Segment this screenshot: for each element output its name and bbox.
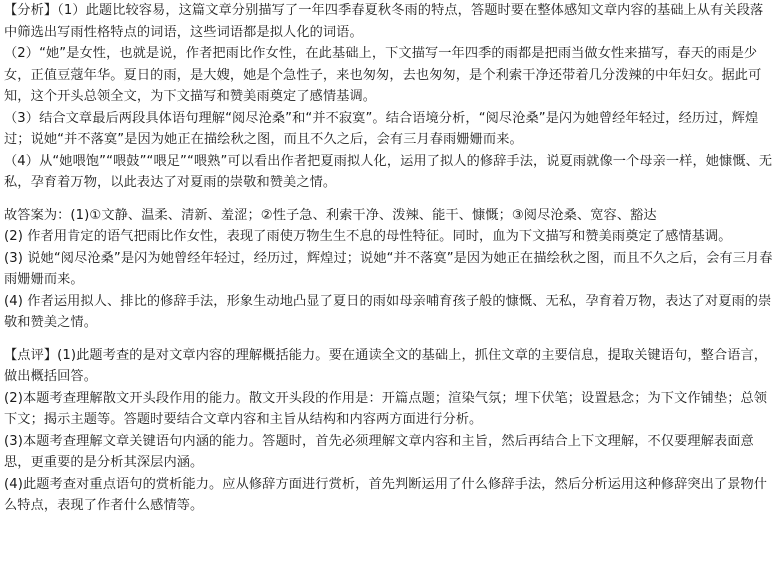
comment-paragraph-4: (4)此题考查对重点语句的赏析能力。应从修辞方面进行赏析，首先判断运用了什么修辞手法，然后分析运用这种修辞突出了景物什么特点，表现了作者什么感情等。 — [4, 476, 768, 513]
comment-paragraph-2: (2)本题考查理解散文开头段作用的能力。散文开头段的作用是：开篇点题；渲染气氛；埋下伏笔；设置悬念；为下文作铺垫；总领下文；揭示主题等。答题时要结合文章内容和主旨从结构和内容两方面进行分析。 — [4, 390, 768, 427]
analysis-paragraph-1: 【分析】（1）此题比较容易，这篇文章分别描写了一年四季春夏秋冬雨的特点，答题时要在整体感知文章内容的基础上从有关段落中筛选出写雨性格特点的词语，这些词语都是拟人化的词语。 — [4, 3, 764, 40]
answer-paragraph-2: (2) 作者用肯定的语气把雨比作女性，表现了雨使万物生生不息的母性特征。同时，血为下文描写和赞美雨奠定了感情基调。 — [4, 229, 732, 244]
analysis-paragraph-3: （3）结合文章最后两段具体语句理解“阅尽沧桑”和“并不寂寞”。结合语境分析，“阅尽沧桑”是闪为她曾经年轻过，经历过，辉煌过；说她“并不落寞”是因为她正在描绘秋之图，而且不久之后，会有三月春雨姗姗而来。 — [4, 110, 759, 147]
answer-paragraph-1: 故答案为：(1)①文静、温柔、清新、羞涩；②性子急、利索干净、泼辣、能干、慷慨；③阅尽沧桑、宽容、豁达 — [4, 207, 657, 223]
analysis-section — [4, 0, 774, 194]
comment-paragraph-3: (3)本题考查理解文章关键语句内涵的能力。答题时，首先必须理解文章内容和主旨，然后再结合上下文理解，不仅要理解表面意思，更重要的是分析其深层内涵。 — [4, 433, 754, 470]
section-spacer — [4, 334, 774, 345]
analysis-paragraph-2: （2）“她”是女性，也就是说，作者把雨比作女性，在此基础上，下文描写一年四季的雨都是把雨当做女性来描写，春天的雨是少女，正值豆蔻年华。夏日的雨，是大嫂，她是个急性子，来也匆匆，去也匆匆，是个利索干净还带着几分泼辣的中年妇女。据此可知，这个开头总领全文，为下文描写和赞美雨奠定了感情基调。 — [4, 46, 762, 104]
analysis-paragraph-4: （4）从“她喂饱”“喂鼓”“喂足”“喂熟”可以看出作者把夏雨拟人化，运用了拟人的修辞手法，说夏雨就像一个母亲一样，她慷慨、无私，孕育着万物，以此表达了对夏雨的崇敬和赞美之情。 — [4, 153, 773, 190]
answer-paragraph-3: (3) 说她“阅尽沧桑”是闪为她曾经年轻过，经历过，辉煌过；说她“并不落寞”是因为她正在描绘秋之图，而且不久之后，会有三月春雨姗姗而来。 — [4, 250, 773, 287]
section-spacer — [4, 194, 774, 205]
comment-paragraph-1: 【点评】(1)此题考查的是对文章内容的理解概括能力。要在通读全文的基础上，抓住文章的主要信息，提取关键语句，整合语言，做出概括回答。 — [4, 347, 768, 384]
answer-paragraph-4: (4) 作者运用拟人、排比的修辞手法，形象生动地凸显了夏日的雨如母亲哺育孩子般的慷慨、无私，孕育着万物，表达了对夏雨的崇敬和赞美之情。 — [4, 293, 772, 330]
answer-section — [4, 205, 774, 334]
comment-section — [4, 345, 774, 517]
